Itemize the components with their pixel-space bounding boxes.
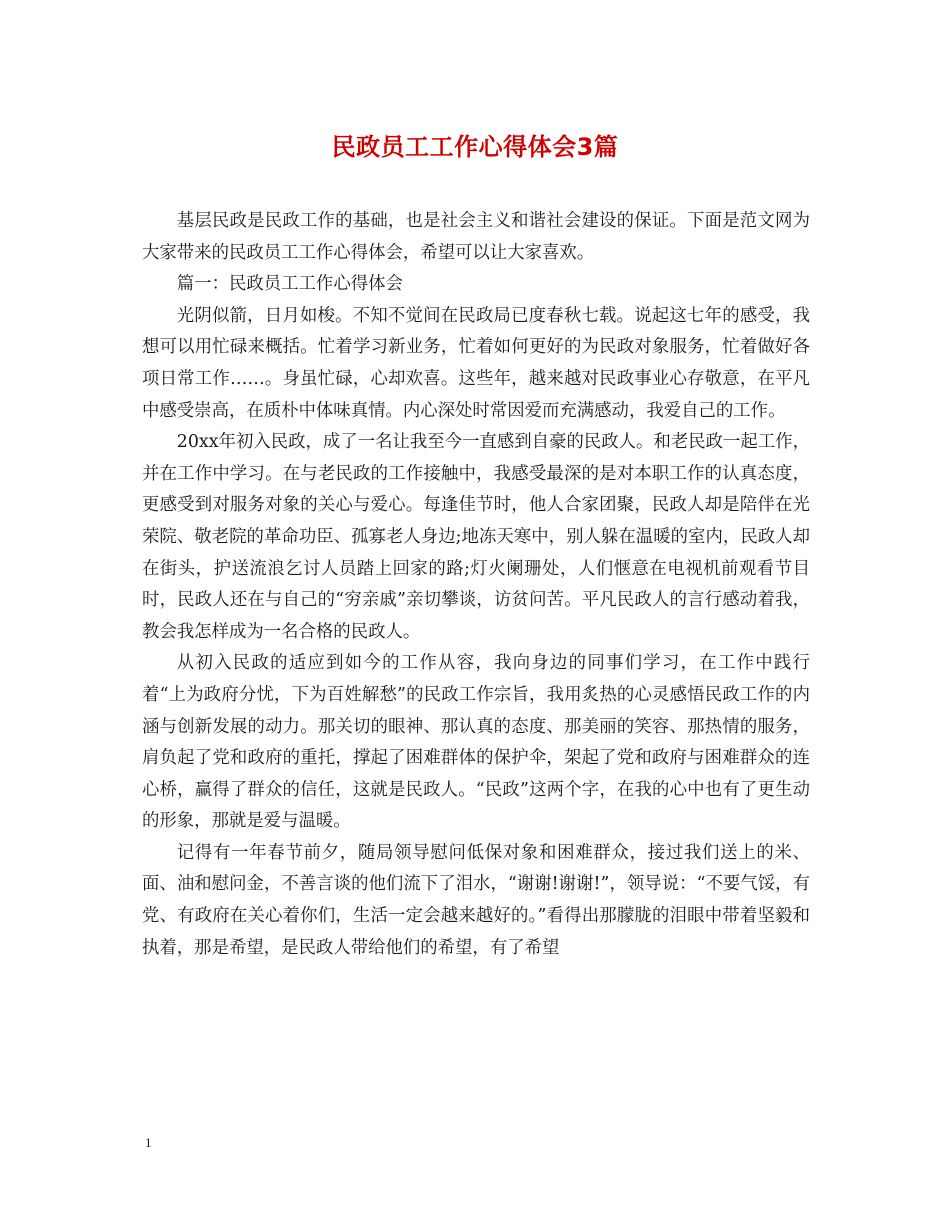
document-body bbox=[142, 206, 810, 964]
body-paragraph: 记得有一年春节前夕，随局领导慰问低保对象和困难群众，接过我们送上的米、面、油和慰问金，不善言谈的他们流下了泪水，“谢谢!谢谢!”，领导说：“不要气馁，有党、有政府在关心着你们，生活一定会越来越好的。”看得出那朦胧的泪眼中带着坚毅和执着，那是希望，是民政人带给他们的希望，有了希望 bbox=[142, 842, 810, 958]
page-number: 1 bbox=[145, 1135, 152, 1150]
body-paragraph: 20xx年初入民政，成了一名让我至今一直感到自豪的民政人。和老民政一起工作，并在工作中学习。在与老民政的工作接触中，我感受最深的是对本职工作的认真态度，更感受到对服务对象的关心与爱心。每逢佳节时，他人合家团聚，民政人却是陪伴在光荣院、敬老院的革命功臣、孤寡老人身边;地冻天寒中，别人躲在温暖的室内，民政人却在街头，护送流浪乞讨人员踏上回家的路;灯火阑珊处，人们惬意在电视机前观看节目时，民政人还在与自己的“穷亲戚”亲切攀谈，访贫问苦。平凡民政人的言行感动着我，教会我怎样成为一名合格的民政人。 bbox=[142, 432, 810, 642]
body-paragraph: 从初入民政的适应到如今的工作从容，我向身边的同事们学习，在工作中践行着“上为政府分忧，下为百姓解愁”的民政工作宗旨，我用炙热的心灵感悟民政工作的内涵与创新发展的动力。那关切的眼神、那认真的态度、那美丽的笑容、那热情的服务，肩负起了党和政府的重托，撑起了困难群体的保护伞，架起了党和政府与困难群众的连心桥，赢得了群众的信任，这就是民政人。“民政”这两个字，在我的心中也有了更生动的形象，那就是爱与温暖。 bbox=[142, 653, 810, 832]
body-paragraph: 光阴似箭，日月如梭。不知不觉间在民政局已度春秋七载。说起这七年的感受，我想可以用忙碌来概括。忙着学习新业务，忙着如何更好的为民政对象服务，忙着做好各项日常工作……。身虽忙碌，心却欢喜。这些年，越来越对民政事业心存敬意，在平凡中感受崇高，在质朴中体味真情。内心深处时常因爱而充满感动，我爱自己的工作。 bbox=[142, 305, 810, 421]
section-heading: 篇一：民政员工工作心得体会 bbox=[176, 274, 403, 295]
intro-paragraph: 基层民政是民政工作的基础，也是社会主义和谐社会建设的保证。下面是范文网为大家带来的民政员工工作心得体会，希望可以让大家喜欢。 bbox=[142, 211, 810, 263]
document-title: 民政员工工作心得体会3篇 bbox=[331, 133, 619, 161]
